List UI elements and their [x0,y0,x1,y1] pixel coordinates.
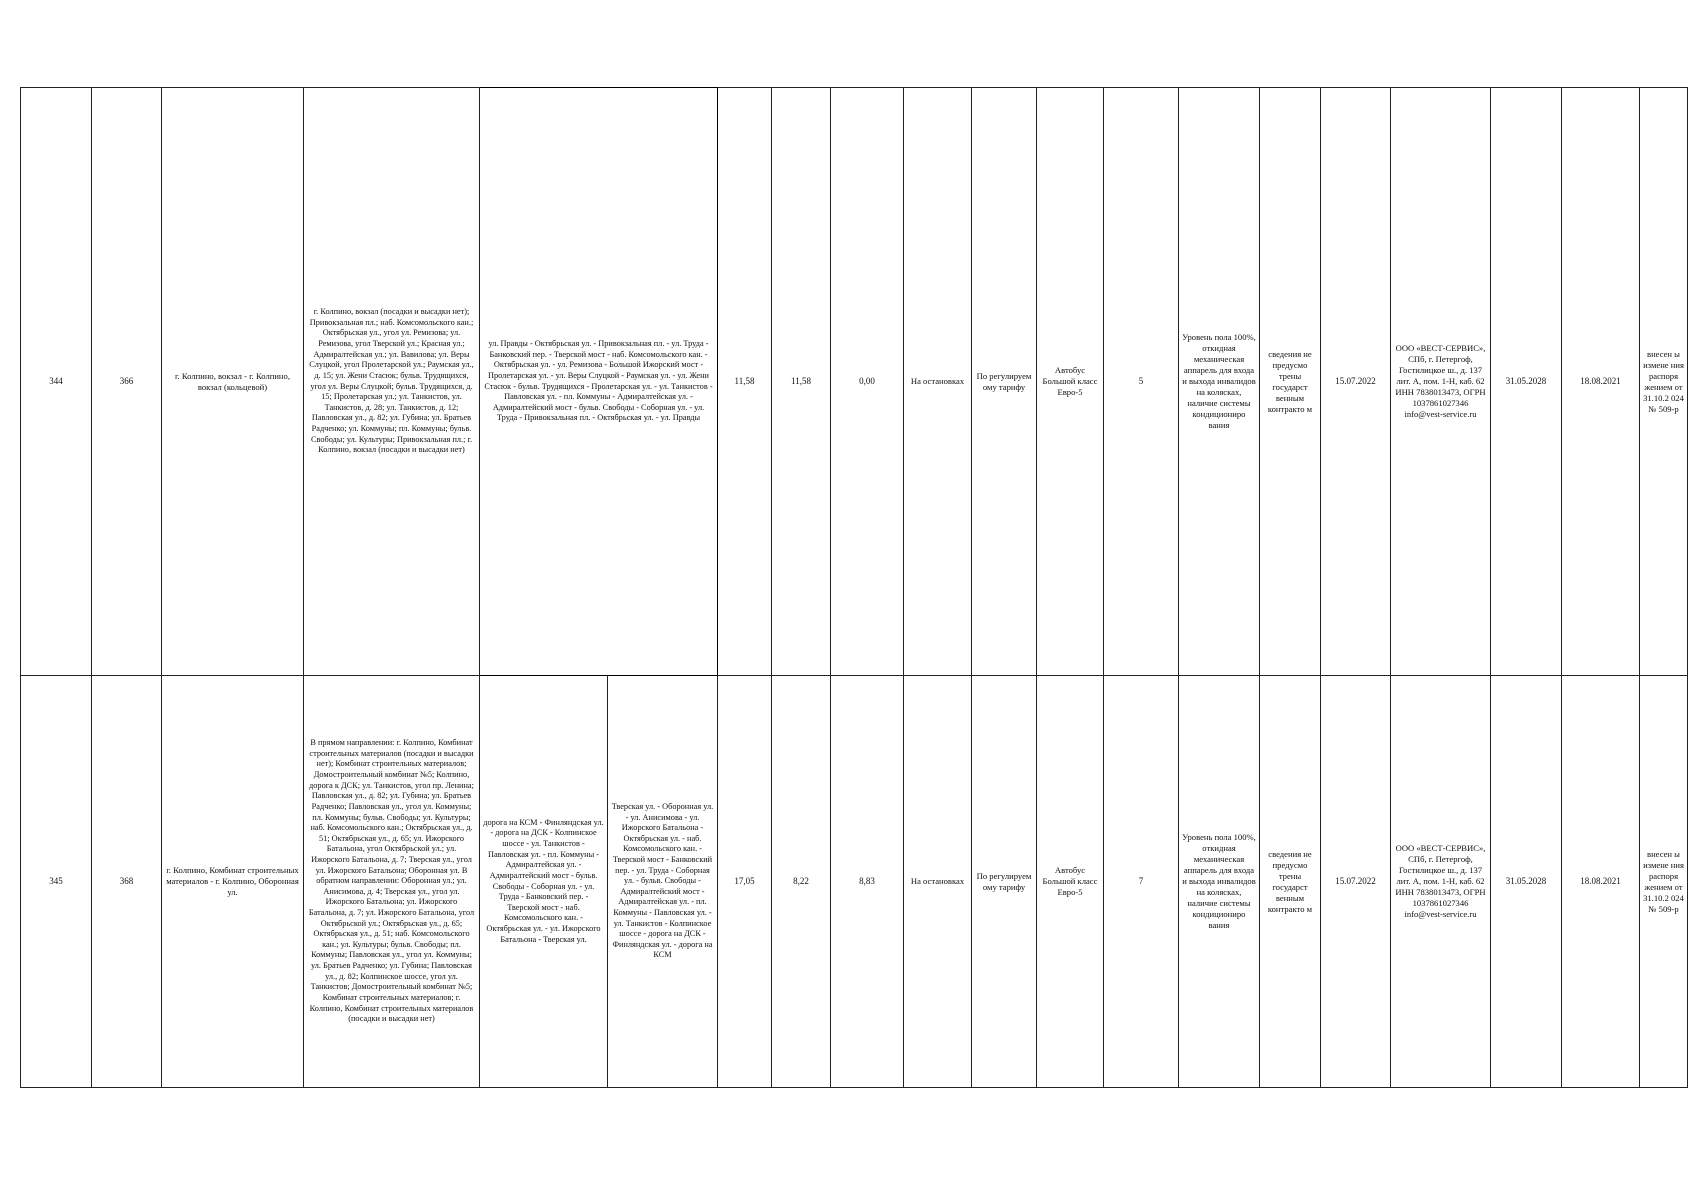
row-number: 345 [21,676,92,1088]
route-length-backward: 8,83 [831,676,904,1088]
vehicle-features: Уровень пола 100%, откидная механическая аппарель для входа и выхода инвалидов на колясках, наличие системы кондициониро вания [1179,676,1260,1088]
table-row [21,676,1688,1088]
vehicle-count: 5 [1104,88,1179,676]
table-row [21,88,1688,676]
carrier-info: ООО «ВЕСТ-СЕРВИС», СПб, г. Петергоф, Гостилицкое ш., д. 137 лит. А, пом. 1-Н, каб. 62 ИНН 7838013473, ОГРН 1037861027346 info@vest-service.ru [1391,88,1491,676]
route-length-backward: 0,00 [831,88,904,676]
stop-mode: На остановках [904,88,972,676]
carrier-info: ООО «ВЕСТ-СЕРВИС», СПб, г. Петергоф, Гостилицкое ш., д. 137 лит. А, пом. 1-Н, каб. 62 ИНН 7838013473, ОГРН 1037861027346 info@vest-service.ru [1391,676,1491,1088]
vehicle-class: Автобус Большой класс Евро-5 [1037,676,1104,1088]
route-stops: г. Колпино, вокзал (посадки и высадки нет); Привокзальная пл.; наб. Комсомольского кан.; Октябрьская ул., угол ул. Ремизова; ул. Ремизова, угол Тверской ул.; Красная ул.; Адмиралтейская ул.; ул. Вавилова; ул. Веры Слуцкой, угол Пролетарской ул.; Раумская ул., д. 15; ул. Жени Стасюк; бульв. Трудящихся, угол ул. Веры Слуцкой; бульв. Трудящихся, д. 15; Пролетарская ул.; ул. Танкистов, ул. Танкистов, д. 28; ул. Танкистов, д. 12; Павловская ул., д. 82; ул. Губина; ул. Братьев Радченко; ул. Коммуны; пл. Коммуны; бульв. Свободы; ул. Культуры; Привокзальная пл.; г. Колпино, вокзал (посадки и высадки нет) [304,88,480,676]
route-streets: ул. Правды - Октябрьская ул. - Привокзальная пл. - ул. Труда - Банковский пер. - Тверской мост - наб. Комсомольского кан. - Октябрьская ул. - ул. Ремизова - Большой Ижорский мост - Пролетарская ул. - ул. Веры Слуцкой - Раумская ул. - ул. Жени Стасюк - бульв. Трудящихся - Пролетарская ул. - ул. Танкистов - Павловская ул. - пл. Коммуны - Адмиралтейская ул. - Адмиралтейский мост - бульв. Свободы - Соборная ул. - ул. Труда - Привокзальная пл. - Октябрьская ул. - ул. Правды [480,88,718,676]
routes-table-page [20,87,1688,1088]
tariff-type: По регулируем ому тарифу [972,88,1037,676]
route-number: 368 [92,676,162,1088]
end-date: 31.05.2028 [1491,88,1562,676]
route-name: г. Колпино, вокзал - г. Колпино, вокзал (кольцевой) [162,88,304,676]
change-note: внесен ы измене ния распоря жением от 31.10.2 024 № 509-р [1640,676,1688,1088]
subsidy-info: сведения не предусмо трены государст венным контракто м [1260,676,1321,1088]
subsidy-info: сведения не предусмо трены государст венным контракто м [1260,88,1321,676]
vehicle-count: 7 [1104,676,1179,1088]
route-length-forward: 8,22 [772,676,831,1088]
start-date: 15.07.2022 [1321,88,1391,676]
change-note: внесен ы измене ния распоря жением от 31.10.2 024 № 509-р [1640,88,1688,676]
route-streets-backward: Тверская ул. - Оборонная ул. - ул. Анисимова - ул. Ижорского Батальона - Октябрьская ул. - наб. Комсомольского кан. - Тверской мост - Банковский пер. - ул. Труда - Соборная ул. - бульв. Свободы - Адмиралтейский мост - Адмиралтейская ул. - пл. Коммуны - Павловская ул. - ул. Танкистов - Колпинское шоссе - дорога на ДСК - Финляндская ул. - дорога на КСМ [608,676,718,1088]
stop-mode: На остановках [904,676,972,1088]
route-stops: В прямом направлении: г. Колпино, Комбинат строительных материалов (посадки и высадки нет); Комбинат строительных материалов; Домостроительный комбинат №5; Колпино, дорога к ДСК; ул. Танкистов, угол пр. Ленина; Павловская ул., д. 82; ул. Губина; ул. Братьев Радченко; Павловская ул., угол ул. Коммуны; пл. Коммуны; бульв. Свободы; ул. Культуры; наб. Комсомольского кан.; Октябрьская ул., д. 51; Октябрьская ул., д. 65; ул. Ижорского Батальона, угол Октябрьской ул.; ул. Ижорского Батальона, д. 7; Тверская ул., угол ул. Ижорского Батальона; Оборонная ул. В обратном направлении: Оборонная ул.; ул. Анисимова, д. 4; Тверская ул., угол ул. Ижорского Батальона; ул. Ижорского Батальона, д. 7; ул. Ижорского Батальона, угол Октябрьской ул.; Октябрьская ул., д. 65; Октябрьская ул., д. 51; наб. Комсомольского кан.; ул. Культуры; бульв. Свободы; пл. Коммуны; Павловская ул., угол ул. Коммуны; ул. Братьев Радченко; ул. Губина; Павловская ул., д. 82; Колпинское шоссе, угол ул. Танкистов; Домостроительный комбинат №5; Комбинат строительных материалов; г. Колпино, Комбинат строительных материалов (посадки и высадки нет) [304,676,480,1088]
record-date: 18.08.2021 [1562,88,1640,676]
routes-registry-table [20,87,1688,1088]
route-number: 366 [92,88,162,676]
route-length-forward: 11,58 [772,88,831,676]
start-date: 15.07.2022 [1321,676,1391,1088]
route-streets-forward: дорога на КСМ - Финляндская ул. - дорога на ДСК - Колпинское шоссе - ул. Танкистов - Павловская ул. - пл. Коммуны - Адмиралтейская ул. - Адмиралтейский мост - бульв. Свободы - Соборная ул. - ул. Труда - Банковский пер. - Тверской мост - наб. Комсомольского кан. - Октябрьская ул. - ул. Ижорского Батальона - Тверская ул. [480,676,608,1088]
record-date: 18.08.2021 [1562,676,1640,1088]
route-name: г. Колпино, Комбинат строительных материалов - г. Колпино, Оборонная ул. [162,676,304,1088]
vehicle-features: Уровень пола 100%, откидная механическая аппарель для входа и выхода инвалидов на колясках, наличие системы кондициониро вания [1179,88,1260,676]
row-number: 344 [21,88,92,676]
end-date: 31.05.2028 [1491,676,1562,1088]
vehicle-class: Автобус Большой класс Евро-5 [1037,88,1104,676]
route-length-total: 11,58 [718,88,772,676]
route-length-total: 17,05 [718,676,772,1088]
tariff-type: По регулируем ому тарифу [972,676,1037,1088]
